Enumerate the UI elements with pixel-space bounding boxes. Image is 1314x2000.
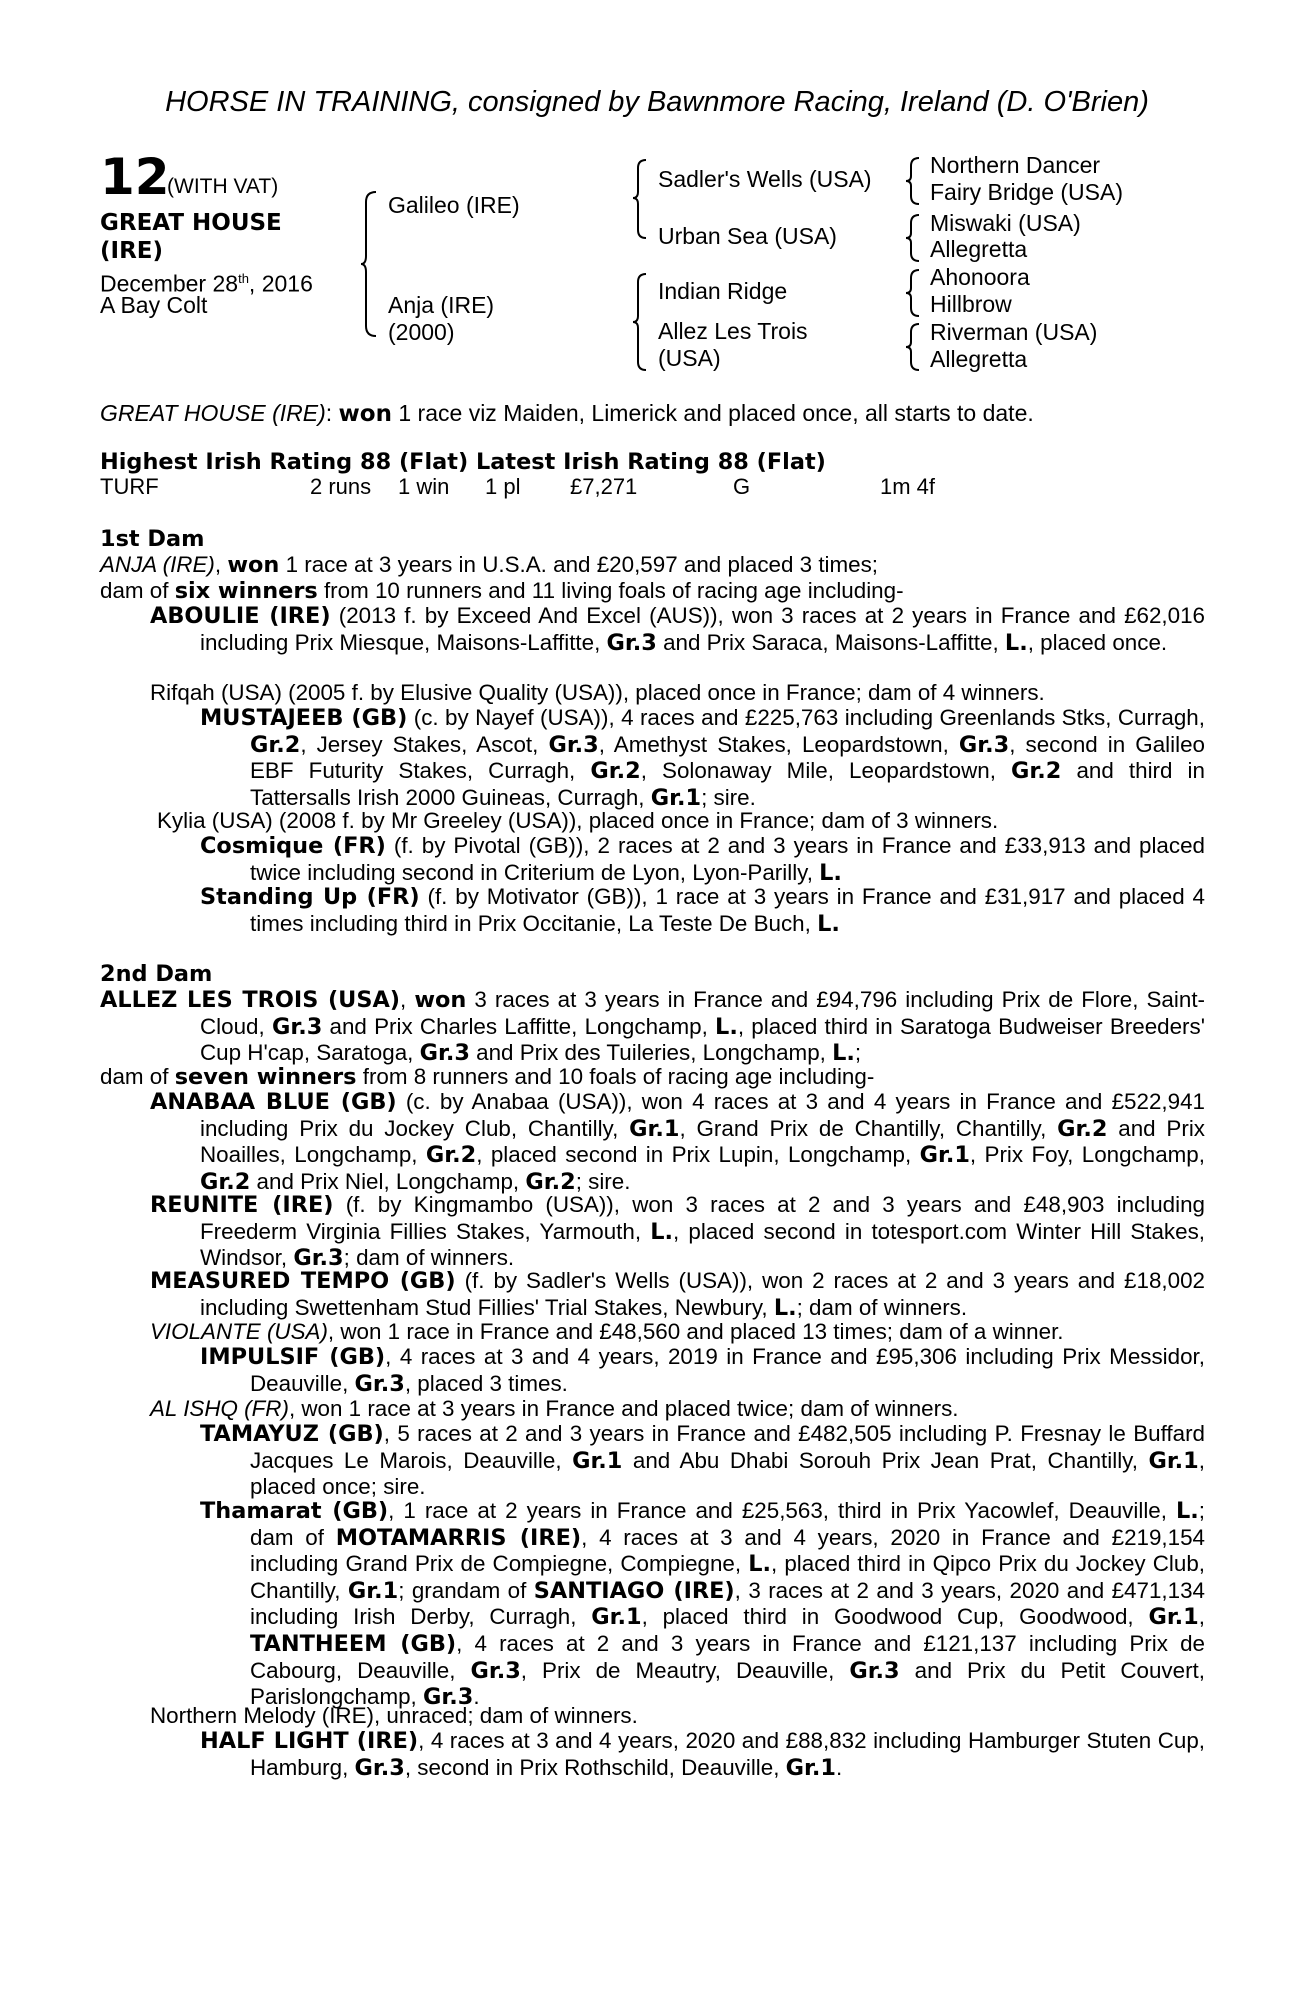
produce-al-ishq: AL ISHQ (FR), won 1 race at 3 years in France and placed twice; dam of winners.	[150, 1396, 959, 1421]
produce-measured-tempo: MEASURED TEMPO (GB) (f. by Sadler's Wells (USA)), won 2 races at 2 and 3 years and £18,002 including Swettenham Stud Fillies' Trial Stakes, Newbury, L.; dam of winners.	[150, 1268, 1205, 1321]
lot-number: 12	[100, 148, 170, 206]
produce-aboulie: ABOULIE (IRE) (2013 f. by Exceed And Excel (AUS)), won 3 races at 2 years in France and £62,016 including Prix Miesque, Maisons-Laffitte, Gr.3 and Prix Saraca, Maisons-Laffitte, L., placed once.	[150, 603, 1206, 656]
pedigree-sire: Galileo (IRE)	[388, 192, 520, 218]
pedigree-bracket	[632, 272, 648, 372]
pedigree-g3-6: Hillbrow	[930, 291, 1012, 317]
pedigree-g3-8: Allegretta	[930, 346, 1028, 372]
produce-mustajeeb: MUSTAJEEB (GB) (c. by Nayef (USA)), 4 races and £225,763 including Greenlands Stks, Curragh, Gr.2, Jersey Stakes, Ascot, Gr.3, Amethyst Stakes, Leopardstown, Gr.3, second in Galileo EBF Futurity Stakes, Curragh, Gr.2, Solonaway Mile, Leopardstown, Gr.2 and third in Tattersalls Irish 2000 Guineas, Curragh, Gr.1; sire.	[200, 705, 1206, 811]
page-title: HORSE IN TRAINING, consigned by Bawnmore Racing, Ireland (D. O'Brien)	[165, 86, 1149, 118]
pedigree-g3-4: Allegretta	[930, 236, 1028, 262]
pedigree-bracket	[905, 268, 921, 318]
horse-name-country: (IRE)	[100, 238, 164, 264]
vat-label: (WITH VAT)	[167, 175, 279, 198]
produce-violante: VIOLANTE (USA), won 1 race in France and £48,560 and placed 13 times; dam of a winner.	[150, 1319, 1064, 1344]
produce-northern-melody: Northern Melody (IRE), unraced; dam of winners.	[150, 1703, 638, 1728]
first-dam-record: ANJA (IRE), won 1 race at 3 years in U.S.A. and £20,597 and placed 3 times;	[100, 552, 879, 578]
pedigree-bracket	[905, 322, 921, 372]
pedigree-bracket	[632, 158, 648, 240]
foaling-date: December 28th, 2016	[100, 270, 313, 297]
rating-surface: TURF	[100, 474, 159, 499]
second-dam-record: ALLEZ LES TROIS (USA), won 3 races at 3 years in France and £94,796 including Prix de Flore, Saint-Cloud, Gr.3 and Prix Charles Laffitte, Longchamp, L., placed third in Saratoga Budweiser Breeders' Cup H'cap, Saratoga, Gr.3 and Prix des Tuileries, Longchamp, L.;	[100, 987, 1205, 1067]
second-dam-produce-summary: dam of seven winners from 8 runners and 10 foals of racing age including-	[100, 1064, 875, 1090]
produce-anabaa-blue: ANABAA BLUE (GB) (c. by Anabaa (USA)), won 4 races at 3 and 4 years in France and £522,941 including Prix du Jockey Club, Chantilly, Gr.1, Grand Prix de Chantilly, Chantilly, Gr.2 and Prix Noailles, Longchamp, Gr.2, placed second in Prix Lupin, Longchamp, Gr.1, Prix Foy, Longchamp, Gr.2 and Prix Niel, Longchamp, Gr.2; sire.	[150, 1089, 1205, 1195]
pedigree-dam: Anja (IRE)	[388, 292, 495, 318]
produce-tamayuz: TAMAYUZ (GB), 5 races at 2 and 3 years in France and £482,505 including P. Fresnay le Buffard Jacques Le Marois, Deauville, Gr.1 and Abu Dhabi Sorouh Prix Jean Prat, Chantilly, Gr.1, placed once; sire.	[200, 1421, 1205, 1500]
pedigree-g3-3: Miswaki (USA)	[930, 210, 1081, 236]
rating-runs: 2 runs	[310, 474, 372, 499]
pedigree-dam-dam-country: (USA)	[658, 345, 721, 371]
race-summary: GREAT HOUSE (IRE): won 1 race viz Maiden, Limerick and placed once, all starts to date.	[100, 400, 1034, 427]
produce-impulsif: IMPULSIF (GB), 4 races at 3 and 4 years, 2019 in France and £95,306 including Prix Messidor, Deauville, Gr.3, placed 3 times.	[200, 1344, 1206, 1397]
produce-kylia: Kylia (USA) (2008 f. by Mr Greeley (USA)), placed once in France; dam of 3 winners.	[157, 808, 999, 833]
second-dam-heading: 2nd Dam	[100, 961, 213, 987]
first-dam-produce-summary: dam of six winners from 10 runners and 11 living foals of racing age including-	[100, 578, 904, 604]
pedigree-bracket	[905, 156, 921, 206]
pedigree-dam-dam: Allez Les Trois	[658, 318, 808, 344]
first-dam-heading: 1st Dam	[100, 526, 205, 552]
pedigree-dam-sire: Indian Ridge	[658, 278, 788, 304]
horse-description: A Bay Colt	[100, 292, 208, 318]
rating-placed: 1 pl	[485, 474, 521, 499]
pedigree-sire-dam: Urban Sea (USA)	[658, 223, 837, 249]
rating-going: G	[733, 474, 751, 499]
pedigree-g3-5: Ahonoora	[930, 264, 1030, 290]
pedigree-sire-sire: Sadler's Wells (USA)	[658, 166, 872, 192]
rating-distance: 1m 4f	[880, 474, 936, 499]
rating-heading: Highest Irish Rating 88 (Flat) Latest Irish Rating 88 (Flat)	[100, 449, 826, 475]
produce-reunite: REUNITE (IRE) (f. by Kingmambo (USA)), won 3 races at 2 and 3 years and £48,903 including Freederm Virginia Fillies Stakes, Yarmouth, L., placed second in totesport.com Winter Hill Stakes, Windsor, Gr.3; dam of winners.	[150, 1192, 1206, 1272]
pedigree-g3-2: Fairy Bridge (USA)	[930, 179, 1123, 205]
produce-rifqah: Rifqah (USA) (2005 f. by Elusive Quality (USA)), placed once in France; dam of 4 winners.	[150, 680, 1045, 705]
produce-half-light: HALF LIGHT (IRE), 4 races at 3 and 4 years, 2020 and £88,832 including Hamburger Stuten Cup, Hamburg, Gr.3, second in Prix Rothschild, Deauville, Gr.1.	[200, 1728, 1205, 1781]
rating-wins: 1 win	[398, 474, 450, 499]
produce-standing-up: Standing Up (FR) (f. by Motivator (GB)), 1 race at 3 years in France and £31,917 and placed 4 times including third in Prix Occitanie, La Teste De Buch, L.	[200, 884, 1205, 937]
produce-cosmique: Cosmique (FR) (f. by Pivotal (GB)), 2 races at 2 and 3 years in France and £33,913 and placed twice including second in Criterium de Lyon, Lyon-Parilly, L.	[200, 833, 1205, 886]
pedigree-bracket	[360, 190, 380, 340]
produce-thamarat: Thamarat (GB), 1 race at 2 years in France and £25,563, third in Prix Yacowlef, Deauville, L.; dam of MOTAMARRIS (IRE), 4 races at 3 and 4 years, 2020 in France and £219,154 including Grand Prix de Compiegne, Compiegne, L., placed third in Qipco Prix du Jockey Club, Chantilly, Gr.1; grandam of SANTIAGO (IRE), 3 races at 2 and 3 years, 2020 and £471,134 including Irish Derby, Curragh, Gr.1, placed third in Goodwood Cup, Goodwood, Gr.1, TANTHEEM (GB), 4 races at 2 and 3 years in France and £121,137 including Prix de Cabourg, Deauville, Gr.3, Prix de Meautry, Deauville, Gr.3 and Prix du Petit Couvert, Parislongchamp, Gr.3.	[200, 1498, 1206, 1711]
pedigree-g3-7: Riverman (USA)	[930, 319, 1098, 345]
pedigree-bracket	[905, 213, 921, 263]
rating-earnings: £7,271	[570, 474, 638, 499]
pedigree-dam-year: (2000)	[388, 319, 455, 345]
pedigree-g3-1: Northern Dancer	[930, 152, 1101, 178]
horse-name: GREAT HOUSE	[100, 210, 282, 236]
